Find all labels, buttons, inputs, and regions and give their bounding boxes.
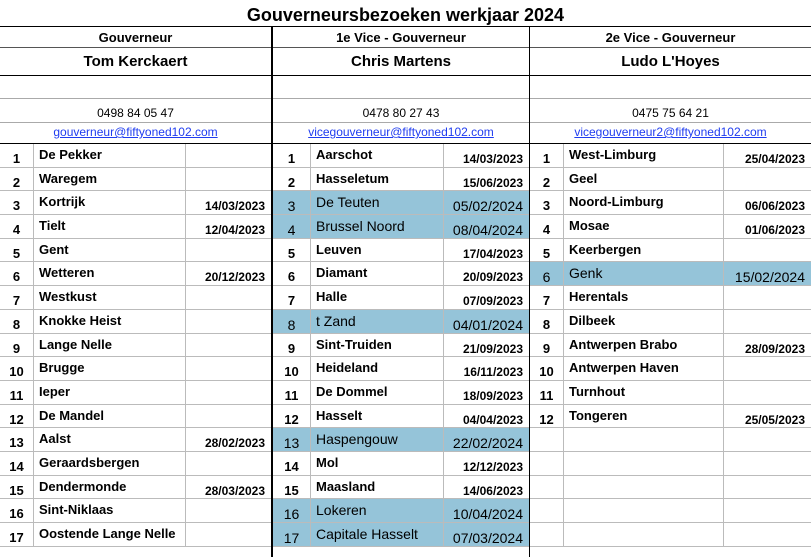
- row-number: 4: [530, 215, 564, 238]
- email-link[interactable]: gouverneur@fiftyoned102.com: [0, 123, 271, 144]
- row-number: 2: [273, 168, 311, 191]
- visit-date: 17/04/2023: [443, 239, 529, 262]
- club-name: [564, 428, 722, 451]
- club-name: Geel: [569, 170, 598, 186]
- visit-date: [185, 168, 271, 191]
- table-row: [530, 334, 811, 358]
- visit-date: 28/02/2023: [185, 428, 271, 451]
- club-name: Sint-Niklaas: [39, 502, 114, 518]
- row-number: 7: [0, 286, 34, 309]
- club-name: De Mandel: [39, 407, 105, 423]
- club-name: Gent: [39, 241, 69, 257]
- club-name: Geraardsbergen: [39, 454, 140, 470]
- visit-date: [723, 428, 811, 451]
- row-number: [530, 523, 564, 546]
- club-name: Halle: [316, 289, 348, 305]
- visit-date: 28/03/2023: [185, 476, 271, 499]
- row-number: [530, 452, 564, 475]
- row-number: 17: [0, 523, 34, 546]
- club-name: [564, 523, 722, 546]
- club-name: Aarschot: [316, 147, 373, 162]
- visit-date: [723, 499, 811, 522]
- column-1e-vice: [271, 27, 529, 557]
- club-name: Hasseletum: [316, 170, 389, 186]
- visit-date: 04/01/2024: [443, 310, 529, 333]
- table-row: [530, 191, 811, 215]
- table-row: [530, 144, 811, 168]
- row-number: 11: [0, 381, 34, 404]
- table-row: [530, 452, 811, 476]
- row-number: 12: [530, 405, 564, 428]
- phone-number: 0478 80 27 43: [273, 99, 529, 123]
- row-number: 9: [273, 334, 311, 357]
- visit-date: 01/06/2023: [723, 215, 811, 238]
- visit-date: 25/04/2023: [723, 144, 811, 167]
- row-number: 8: [530, 310, 564, 333]
- table-row: [273, 381, 529, 405]
- table-row: [530, 286, 811, 310]
- club-name: Maasland: [316, 478, 376, 494]
- row-number: 16: [0, 499, 34, 522]
- club-name: Tongeren: [569, 407, 628, 423]
- table-row: [273, 452, 529, 476]
- club-name: Mosae: [569, 218, 610, 234]
- visit-date: [723, 381, 811, 404]
- club-name: [564, 476, 722, 499]
- row-number: 9: [530, 334, 564, 357]
- table-row: [0, 381, 271, 405]
- visit-date: [185, 452, 271, 475]
- club-name: Lokeren: [316, 502, 367, 519]
- row-number: [530, 428, 564, 451]
- club-name: Keerbergen: [569, 241, 642, 257]
- table-row: [273, 191, 529, 215]
- row-number: 3: [0, 191, 34, 214]
- club-name: Dilbeek: [569, 312, 616, 328]
- table-row: [0, 310, 271, 334]
- row-number: 6: [0, 262, 34, 285]
- club-name: Turnhout: [569, 383, 626, 399]
- visit-date: [723, 286, 811, 309]
- visit-date: 15/06/2023: [443, 168, 529, 191]
- visit-date: [185, 310, 271, 333]
- table-row: [530, 168, 811, 192]
- visit-date: 18/09/2023: [443, 381, 529, 404]
- table-row: [273, 262, 529, 286]
- visit-date: 25/05/2023: [723, 405, 811, 428]
- row-number: 2: [530, 168, 564, 191]
- row-number: 2: [0, 168, 34, 191]
- club-name: Dendermonde: [39, 478, 127, 494]
- visit-date: [185, 286, 271, 309]
- table-row: [530, 262, 811, 286]
- row-number: 7: [273, 286, 311, 309]
- club-name: Haspengouw: [316, 431, 398, 448]
- table-row: [0, 239, 271, 263]
- table-row: [0, 476, 271, 500]
- visit-date: 20/09/2023: [443, 262, 529, 285]
- visit-date: 06/06/2023: [723, 191, 811, 214]
- club-name: Mol: [316, 454, 339, 470]
- empty-cell: [0, 76, 271, 99]
- visit-date: 28/09/2023: [723, 334, 811, 357]
- table-row: [273, 215, 529, 239]
- row-number: 6: [273, 262, 311, 285]
- club-name: [564, 499, 722, 522]
- table-row: [530, 523, 811, 547]
- visit-date: 14/06/2023: [443, 476, 529, 499]
- row-number: 11: [530, 381, 564, 404]
- visit-date: 12/04/2023: [185, 215, 271, 238]
- table-row: [530, 381, 811, 405]
- club-name: West-Limburg: [569, 147, 657, 162]
- role-label: Gouverneur: [0, 27, 271, 48]
- visit-date: [723, 452, 811, 475]
- table-row: [530, 215, 811, 239]
- club-name: Waregem: [39, 170, 98, 186]
- sheet-title: Gouverneursbezoeken werkjaar 2024: [0, 0, 811, 27]
- visit-date: [185, 239, 271, 262]
- table-row: [273, 357, 529, 381]
- visit-date: 22/02/2024: [443, 428, 529, 451]
- person-name: Ludo L'Hoyes: [530, 48, 811, 76]
- table-row: [0, 191, 271, 215]
- email-link[interactable]: vicegouverneur@fiftyoned102.com: [273, 123, 529, 144]
- row-number: 15: [273, 476, 311, 499]
- row-number: 1: [530, 144, 564, 167]
- table-row: [530, 428, 811, 452]
- visit-date: 10/04/2024: [443, 499, 529, 522]
- visit-date: [185, 357, 271, 380]
- row-number: 1: [0, 144, 34, 167]
- row-number: 1: [273, 144, 311, 167]
- visit-date: 07/03/2024: [443, 523, 529, 546]
- table-row: [273, 476, 529, 500]
- table-row: [273, 334, 529, 358]
- table-row: [0, 168, 271, 192]
- visit-date: [185, 144, 271, 167]
- visit-date: [723, 168, 811, 191]
- row-number: 3: [273, 191, 311, 214]
- row-number: 3: [530, 191, 564, 214]
- empty-cell: [530, 76, 811, 99]
- visit-date: [723, 357, 811, 380]
- role-label: 1e Vice - Gouverneur: [273, 27, 529, 48]
- visit-date: [723, 310, 811, 333]
- club-name: Antwerpen Haven: [569, 360, 679, 376]
- club-name: Tielt: [39, 218, 66, 234]
- table-row: [0, 357, 271, 381]
- visit-date: 16/11/2023: [443, 357, 529, 380]
- club-name: Oostende Lange Nelle: [39, 526, 176, 541]
- role-label: 2e Vice - Gouverneur: [530, 27, 811, 48]
- row-number: 14: [273, 452, 311, 475]
- club-list: [530, 144, 811, 547]
- table-row: [530, 476, 811, 500]
- visit-date: [723, 476, 811, 499]
- table-row: [273, 144, 529, 168]
- visit-date: 21/09/2023: [443, 334, 529, 357]
- club-name: Ieper: [39, 383, 71, 399]
- column-2e-vice: [529, 27, 811, 557]
- empty-cell: [273, 76, 529, 99]
- table-row: [273, 239, 529, 263]
- visit-date: 14/03/2023: [443, 144, 529, 167]
- row-number: 17: [273, 523, 311, 546]
- row-number: 8: [0, 310, 34, 333]
- visit-date: 20/12/2023: [185, 262, 271, 285]
- club-name: Antwerpen Brabo: [569, 336, 678, 352]
- row-number: 10: [0, 357, 34, 380]
- club-name: Capitale Hasselt: [316, 526, 418, 542]
- club-name: Lange Nelle: [39, 336, 112, 352]
- visit-date: [723, 239, 811, 262]
- club-list: [0, 144, 271, 547]
- table-row: [0, 334, 271, 358]
- row-number: 8: [273, 310, 311, 333]
- row-number: 16: [273, 499, 311, 522]
- table-row: [530, 357, 811, 381]
- row-number: 4: [273, 215, 311, 238]
- row-number: [530, 499, 564, 522]
- person-name: Chris Martens: [273, 48, 529, 76]
- table-row: [273, 286, 529, 310]
- row-number: 4: [0, 215, 34, 238]
- row-number: 5: [0, 239, 34, 262]
- visit-date: [723, 523, 811, 546]
- visit-date: 14/03/2023: [185, 191, 271, 214]
- visit-date: 15/02/2024: [723, 262, 811, 285]
- table-row: [0, 499, 271, 523]
- row-number: 6: [530, 262, 564, 285]
- row-number: 9: [0, 334, 34, 357]
- table-row: [530, 405, 811, 429]
- club-name: De Dommel: [316, 383, 388, 399]
- row-number: 7: [530, 286, 564, 309]
- club-name: De Teuten: [316, 194, 380, 211]
- club-name: Noord-Limburg: [569, 194, 664, 210]
- phone-number: 0475 75 64 21: [530, 99, 811, 123]
- row-number: 15: [0, 476, 34, 499]
- row-number: 13: [273, 428, 311, 451]
- club-name: Westkust: [39, 289, 97, 305]
- visit-date: 04/04/2023: [443, 405, 529, 428]
- visit-date: [185, 381, 271, 404]
- club-name: Sint-Truiden: [316, 336, 392, 352]
- visit-date: [185, 523, 271, 546]
- club-name: Hasselt: [316, 407, 363, 423]
- club-name: Kortrijk: [39, 194, 86, 210]
- table-row: [273, 168, 529, 192]
- row-number: [530, 476, 564, 499]
- club-list: [273, 144, 529, 547]
- visit-date: [185, 334, 271, 357]
- table-row: [0, 286, 271, 310]
- table-row: [273, 310, 529, 334]
- club-name: Genk: [569, 265, 603, 282]
- club-name: Wetteren: [39, 265, 95, 281]
- table-row: [273, 405, 529, 429]
- club-name: [564, 452, 722, 475]
- table-row: [273, 499, 529, 523]
- row-number: 10: [530, 357, 564, 380]
- table-row: [530, 499, 811, 523]
- visit-date: 12/12/2023: [443, 452, 529, 475]
- row-number: 11: [273, 381, 311, 404]
- visit-date: 08/04/2024: [443, 215, 529, 238]
- row-number: 12: [273, 405, 311, 428]
- table-row: [0, 523, 271, 547]
- club-name: Brussel Noord: [316, 218, 405, 235]
- club-name: Knokke Heist: [39, 312, 122, 328]
- club-name: t Zand: [316, 312, 356, 329]
- club-name: Herentals: [569, 289, 629, 305]
- row-number: 5: [530, 239, 564, 262]
- row-number: 14: [0, 452, 34, 475]
- table-row: [530, 310, 811, 334]
- visit-date: 07/09/2023: [443, 286, 529, 309]
- column-gouverneur: [0, 27, 271, 557]
- phone-number: 0498 84 05 47: [0, 99, 271, 123]
- table-row: [0, 215, 271, 239]
- table-row: [0, 428, 271, 452]
- visit-date: 05/02/2024: [443, 191, 529, 214]
- person-name: Tom Kerckaert: [0, 48, 271, 76]
- club-name: Aalst: [39, 431, 71, 447]
- table-row: [273, 523, 529, 547]
- visit-date: [185, 405, 271, 428]
- club-name: Heideland: [316, 360, 379, 376]
- table-row: [0, 144, 271, 168]
- row-number: 12: [0, 405, 34, 428]
- club-name: De Pekker: [39, 147, 102, 162]
- club-name: Diamant: [316, 265, 368, 281]
- visit-date: [185, 499, 271, 522]
- club-name: Brugge: [39, 360, 85, 376]
- table-row: [530, 239, 811, 263]
- table-row: [0, 405, 271, 429]
- club-name: Leuven: [316, 241, 362, 257]
- row-number: 10: [273, 357, 311, 380]
- row-number: 13: [0, 428, 34, 451]
- email-link[interactable]: vicegouverneur2@fiftyoned102.com: [530, 123, 811, 144]
- table-row: [0, 262, 271, 286]
- table-row: [0, 452, 271, 476]
- table-row: [273, 428, 529, 452]
- row-number: 5: [273, 239, 311, 262]
